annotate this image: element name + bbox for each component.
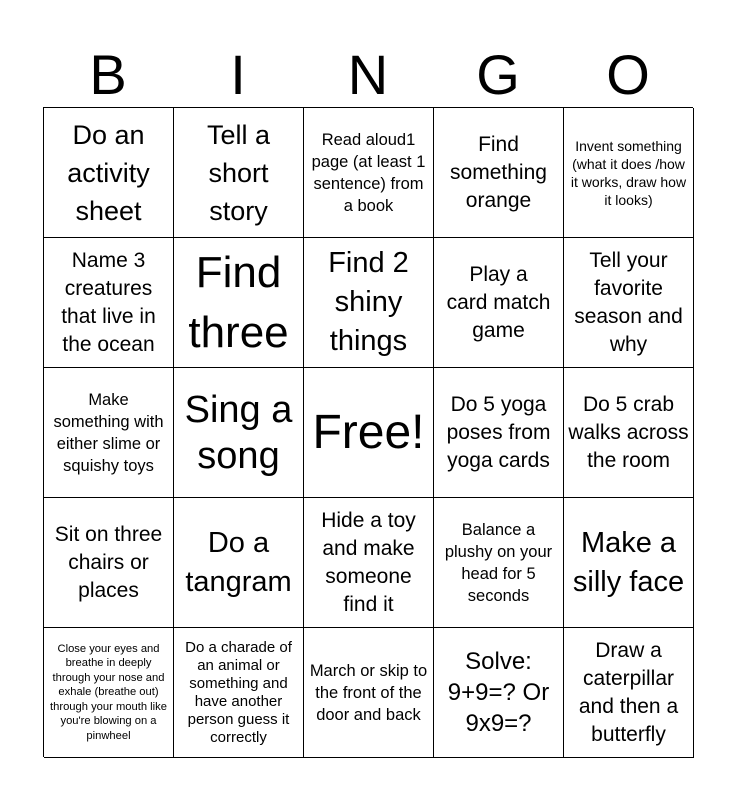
cell-text: Sit on three chairs or places xyxy=(54,522,163,602)
bingo-board xyxy=(43,107,693,757)
bingo-cell[interactable] xyxy=(44,498,174,628)
bingo-cell[interactable] xyxy=(564,628,694,758)
bingo-cell[interactable] xyxy=(564,368,694,498)
cell-text: Invent something (what it does /how it works, draw how it looks) xyxy=(570,137,687,208)
header-letter-b: B xyxy=(89,43,127,106)
header-letter-n: N xyxy=(347,43,389,106)
bingo-cell[interactable] xyxy=(174,498,304,628)
header-letter-i: I xyxy=(230,43,246,106)
cell-text: Tell your favorite season and why xyxy=(574,248,683,356)
bingo-cell[interactable] xyxy=(304,108,434,238)
cell-text: Play a card match game xyxy=(446,262,551,342)
bingo-cell[interactable] xyxy=(44,238,174,368)
cell-text: Sing a song xyxy=(184,388,293,477)
free-space-cell[interactable] xyxy=(304,368,434,498)
cell-text: March or skip to the front of the door and back xyxy=(309,661,428,724)
cell-text: Tell a short story xyxy=(206,119,271,226)
cell-text: Balance a plushy on your head for 5 seconds xyxy=(444,520,553,605)
bingo-cell[interactable] xyxy=(564,498,694,628)
cell-text: Find something orange xyxy=(450,132,547,212)
bingo-cell[interactable] xyxy=(174,238,304,368)
cell-text: Draw a caterpillar and then a butterfly xyxy=(578,638,679,746)
bingo-cell[interactable] xyxy=(44,628,174,758)
bingo-cell[interactable] xyxy=(174,108,304,238)
cell-text: Make something with either slime or squishy toys xyxy=(53,390,164,475)
bingo-cell[interactable] xyxy=(434,368,564,498)
header-letter-g: G xyxy=(476,43,520,106)
cell-text: Read aloud1 page (at least 1 sentence) from a book xyxy=(311,130,426,215)
cell-text: Do 5 yoga poses from yoga cards xyxy=(446,392,551,472)
cell-text: Name 3 creatures that live in the ocean xyxy=(61,248,156,356)
bingo-cell[interactable] xyxy=(304,498,434,628)
bingo-cell[interactable] xyxy=(44,108,174,238)
cell-text: Close your eyes and breathe in deeply through your nose and exhale (breathe out) through your mouth like you're blowing on a pinwheel xyxy=(50,643,167,742)
cell-text: Solve: 9+9=? Or 9x9=? xyxy=(447,648,550,737)
bingo-cell[interactable] xyxy=(434,108,564,238)
bingo-cell[interactable] xyxy=(564,238,694,368)
cell-text: Do an activity sheet xyxy=(67,119,150,226)
free-space-label: Free! xyxy=(312,405,425,459)
cell-text: Find 2 shiny things xyxy=(328,247,409,357)
cell-text: Make a silly face xyxy=(572,526,685,598)
header-letter-o: O xyxy=(606,43,650,106)
bingo-cell[interactable] xyxy=(564,108,694,238)
bingo-cell[interactable] xyxy=(304,238,434,368)
cell-text: Find three xyxy=(188,247,289,357)
bingo-header xyxy=(43,40,693,110)
cell-text: Do a tangram xyxy=(185,526,292,598)
bingo-cell[interactable] xyxy=(434,238,564,368)
bingo-cell[interactable] xyxy=(434,498,564,628)
cell-text: Do a charade of an animal or something and have another person guess it correctly xyxy=(185,638,292,746)
bingo-cell[interactable] xyxy=(174,368,304,498)
bingo-cell[interactable] xyxy=(174,628,304,758)
bingo-cell[interactable] xyxy=(304,628,434,758)
cell-text: Do 5 crab walks across the room xyxy=(568,392,689,472)
bingo-cell[interactable] xyxy=(44,368,174,498)
cell-text: Hide a toy and make someone find it xyxy=(321,508,416,616)
bingo-cell[interactable] xyxy=(434,628,564,758)
